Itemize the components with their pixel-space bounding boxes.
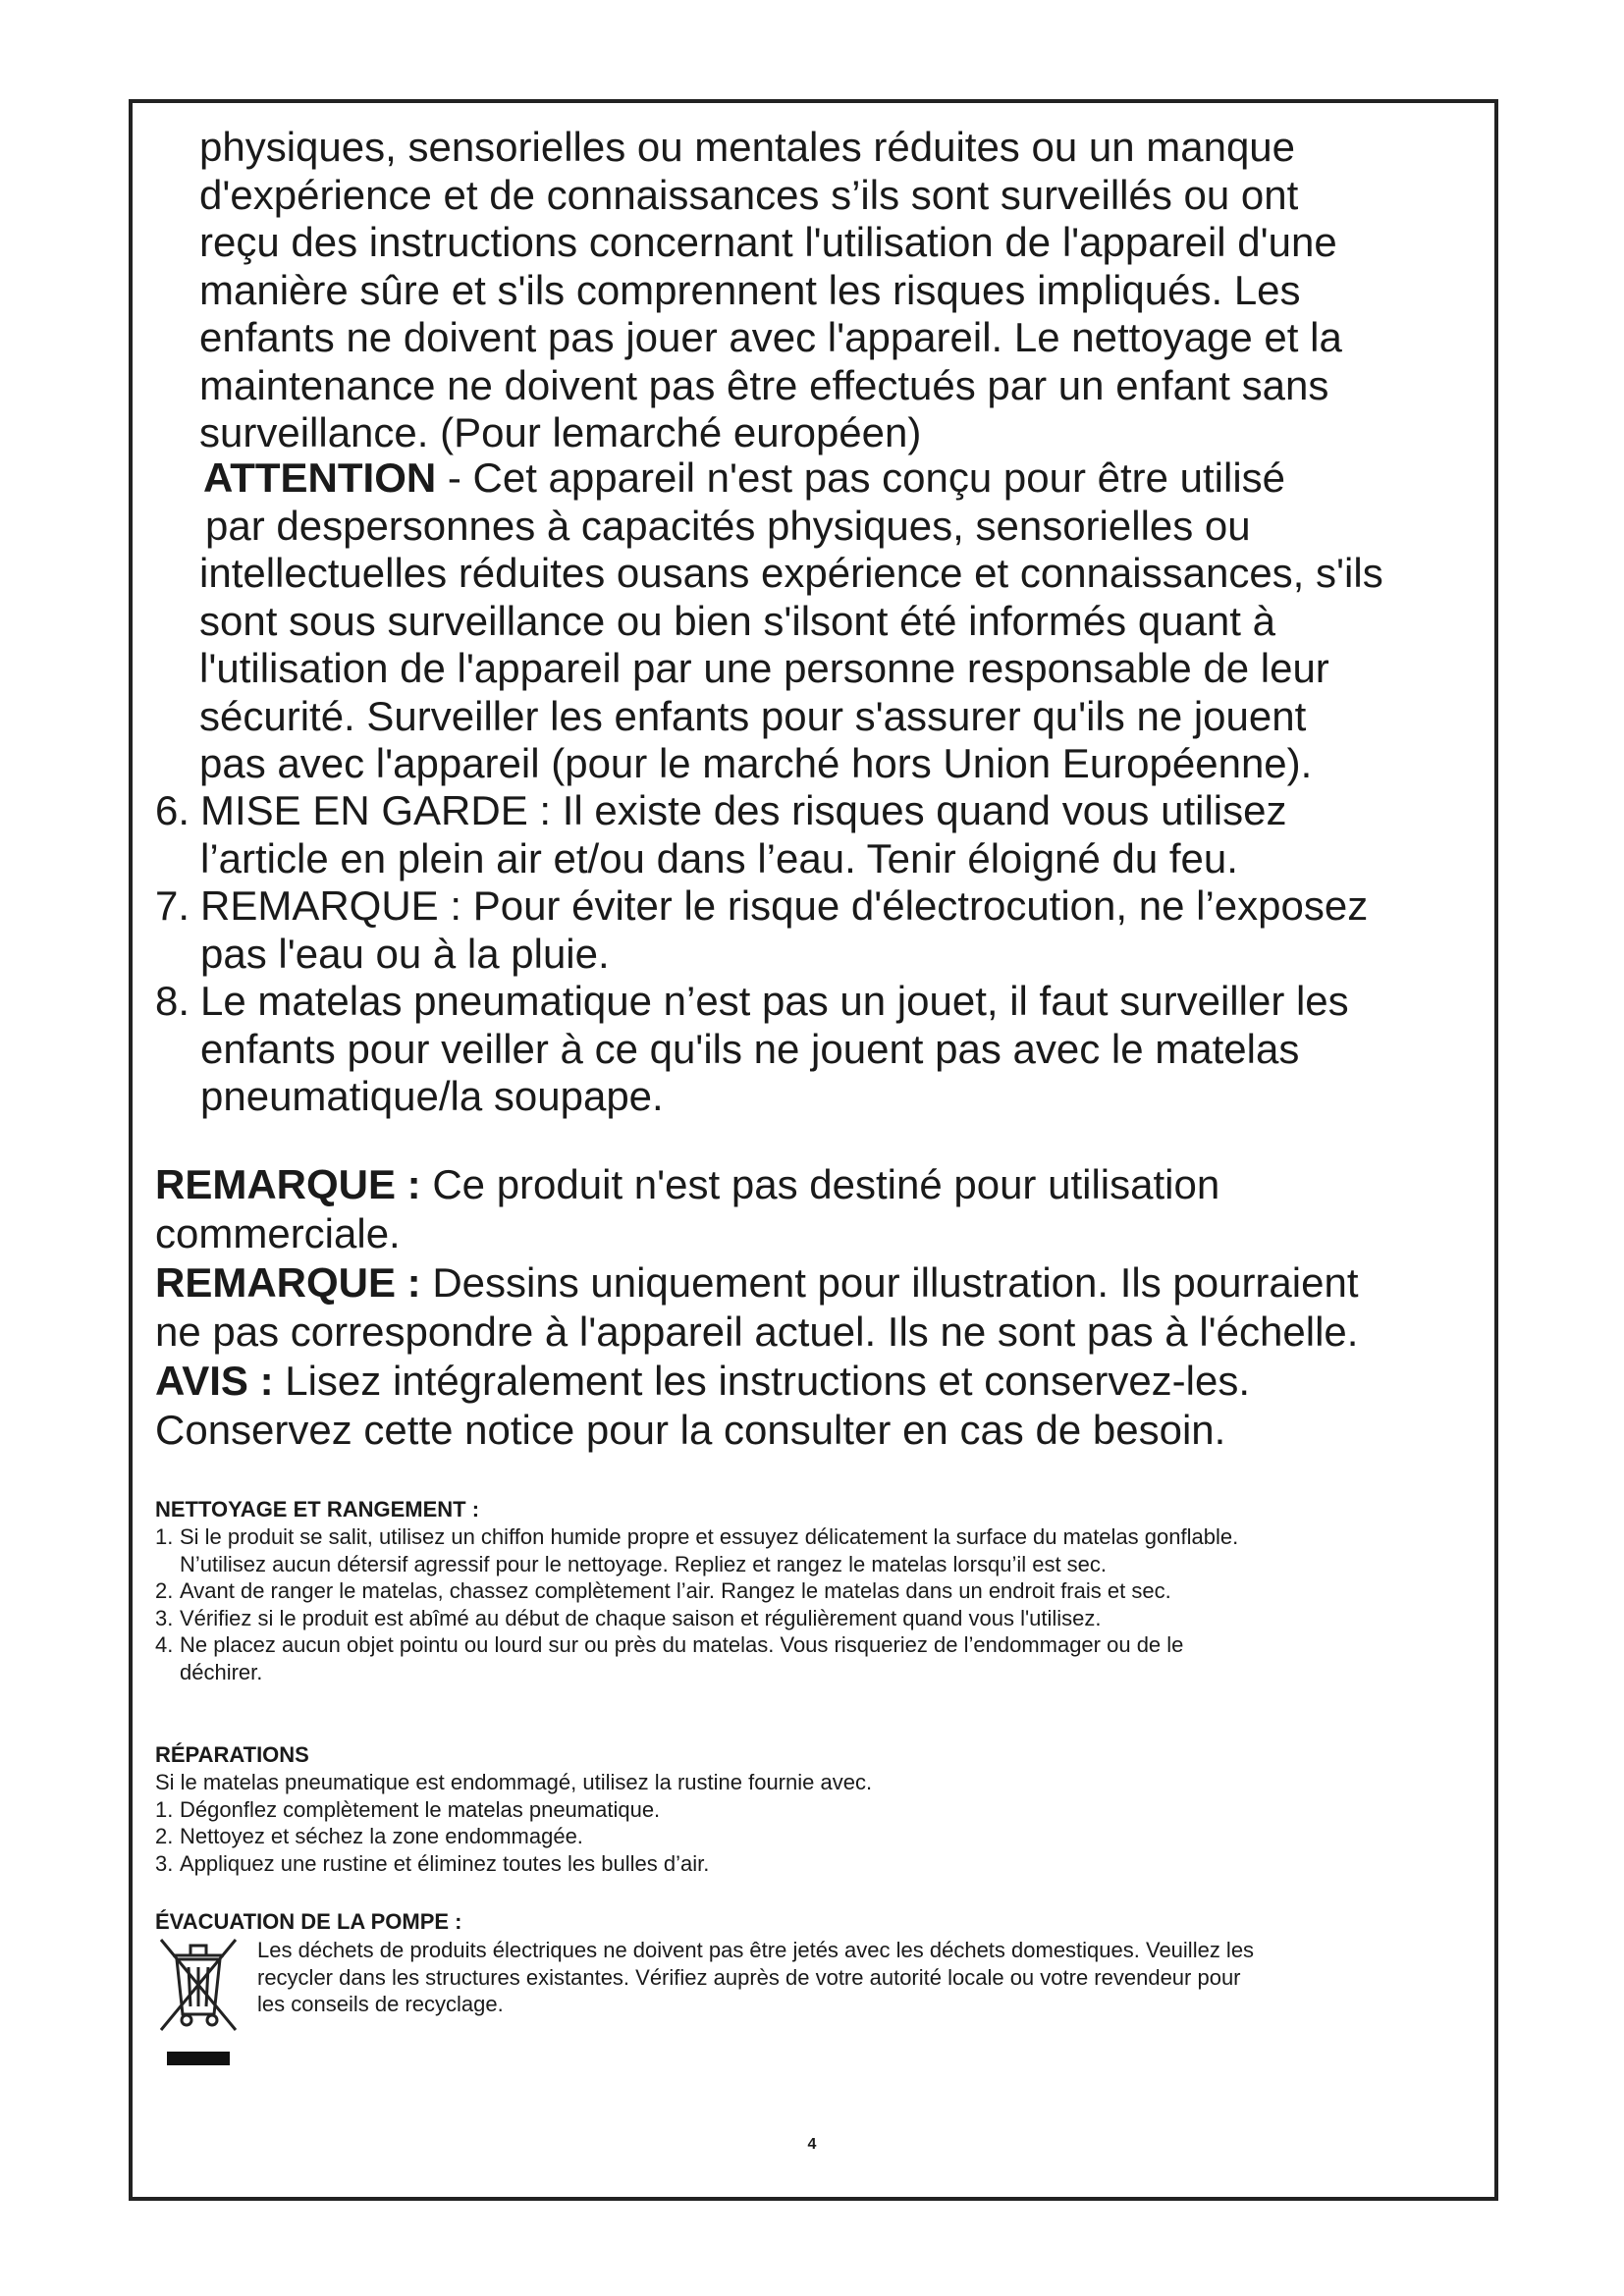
list-item: [155, 1631, 1238, 1685]
text-line: enfants pour veiller à ce qu'ils ne jouent pas avec le matelas: [200, 1025, 1300, 1072]
note-text: ne pas correspondre à l'appareil actuel. Ils ne sont pas à l'échelle.: [155, 1308, 1359, 1355]
text-line: Appliquez une rustine et éliminez toutes les bulles d’air.: [180, 1850, 710, 1876]
note-text: Dessins uniquement pour illustration. Ils pourraient: [420, 1259, 1359, 1306]
weee-crossed-bin-icon: [155, 1934, 242, 2071]
text-line: recycler dans les structures existantes. Vérifiez auprès de votre autorité locale ou votre revendeur pour: [257, 1964, 1241, 1990]
text-line: intellectuelles réduites ousans expérience et connaissances, s'ils: [199, 550, 1383, 596]
note-line: [155, 1160, 1359, 1209]
attention-label: ATTENTION: [203, 454, 437, 501]
note-text: Conservez cette notice pour la consulter en cas de besoin.: [155, 1407, 1226, 1453]
item-number: 4.: [155, 1632, 174, 1657]
text-line: reçu des instructions concernant l'utilisation de l'appareil d'une: [199, 219, 1337, 265]
attention-paragraph: [199, 454, 1383, 788]
text-line: les conseils de recyclage.: [257, 1992, 504, 2016]
text-line: N’utilisez aucun détersif agressif pour le nettoyage. Repliez et rangez le matelas lorsqu’il est sec.: [180, 1551, 1108, 1576]
text-line: pas avec l'appareil (pour le marché hors Union Européenne).: [199, 740, 1313, 786]
text-line: l’article en plein air et/ou dans l’eau. Tenir éloigné du feu.: [200, 834, 1238, 881]
repairs-section: [155, 1741, 872, 1877]
item-number: 7.: [155, 882, 190, 929]
text-line: Les déchets de produits électriques ne doivent pas être jetés avec les déchets domestiques. Veuillez les: [257, 1938, 1255, 1962]
note-text: commerciale.: [155, 1210, 401, 1256]
note-line: [155, 1357, 1359, 1406]
notes-block: [155, 1160, 1359, 1455]
text-line: pas l'eau ou à la pluie.: [200, 930, 610, 977]
text-line: surveillance. (Pour lemarché européen): [199, 409, 922, 455]
text-line: d'expérience et de connaissances s’ils sont surveillés ou ont: [199, 171, 1299, 218]
item-number: 1.: [155, 1796, 174, 1822]
section-heading: ÉVACUATION DE LA POMPE :: [155, 1909, 462, 1934]
text-line: Avant de ranger le matelas, chassez complètement l’air. Rangez le matelas dans un endroit frais et sec.: [180, 1578, 1171, 1603]
text-line: sont sous surveillance ou bien s'ilsont été informés quant à: [199, 597, 1275, 644]
disposal-text: [257, 1937, 1254, 2018]
text-line: Si le produit se salit, utilisez un chiffon humide propre et essuyez délicatement la surface du matelas gonflable.: [180, 1524, 1239, 1549]
item-number: 3.: [155, 1850, 174, 1876]
text-line: pneumatique/la soupape.: [200, 1073, 664, 1119]
note-line: [155, 1258, 1359, 1308]
text-line: Ne placez aucun objet pointu ou lourd sur ou près du matelas. Vous risqueriez de l’endommager ou de le: [180, 1632, 1184, 1657]
note-label: REMARQUE :: [155, 1161, 421, 1207]
note-label: AVIS :: [155, 1358, 274, 1404]
text-line: maintenance ne doivent pas être effectués par un enfant sans: [199, 361, 1329, 408]
list-item: [155, 1850, 872, 1878]
page-number: 4: [807, 2136, 817, 2153]
safety-intro-paragraph: [199, 124, 1342, 457]
text-line: Le matelas pneumatique n’est pas un jouet, il faut surveiller les: [200, 978, 1349, 1024]
section-heading: NETTOYAGE ET RANGEMENT :: [155, 1497, 480, 1522]
item-number: 6.: [155, 787, 190, 833]
cleaning-section: [155, 1496, 1238, 1685]
attention-first-line: [199, 454, 1383, 503]
item-number: 1.: [155, 1524, 174, 1549]
note-label: REMARQUE :: [155, 1259, 421, 1306]
list-item: [155, 1605, 1238, 1632]
text-line: MISE EN GARDE : Il existe des risques quand vous utilisez: [200, 787, 1287, 833]
note-text: Ce produit n'est pas destiné pour utilisation: [420, 1161, 1220, 1207]
text-line: enfants ne doivent pas jouer avec l'appareil. Le nettoyage et la: [199, 314, 1342, 360]
item-number: 2.: [155, 1578, 174, 1603]
item-number: 8.: [155, 978, 190, 1024]
item-number: 2.: [155, 1824, 174, 1848]
text-line: Nettoyez et séchez la zone endommagée.: [180, 1824, 583, 1848]
note-text: Lisez intégralement les instructions et conservez-les.: [273, 1358, 1251, 1404]
list-item: [155, 1823, 872, 1850]
section-heading: RÉPARATIONS: [155, 1742, 309, 1767]
text-line: déchirer.: [180, 1659, 263, 1684]
disposal-section: [155, 1908, 462, 1936]
item-number: 3.: [155, 1605, 174, 1630]
text-line: physiques, sensorielles ou mentales réduites ou un manque: [199, 124, 1296, 170]
text-line: Vérifiez si le produit est abîmé au début de chaque saison et régulièrement quand vous l'utilisez.: [180, 1605, 1102, 1630]
text-line: REMARQUE : Pour éviter le risque d'électrocution, ne l’exposez: [200, 882, 1369, 929]
text-line: sécurité. Surveiller les enfants pour s'assurer qu'ils ne jouent: [199, 692, 1307, 739]
repairs-intro: Si le matelas pneumatique est endommagé, utilisez la rustine fournie avec.: [155, 1770, 873, 1794]
text-line: manière sûre et s'ils comprennent les risques impliqués. Les: [199, 266, 1301, 313]
text-line: - Cet appareil n'est pas conçu pour être utilisé: [436, 454, 1286, 501]
list-item: [155, 1796, 872, 1824]
text-line: l'utilisation de l'appareil par une personne responsable de leur: [199, 645, 1329, 691]
list-item: [155, 1523, 1238, 1577]
text-line: par despersonnes à capacités physiques, sensorielles ou: [205, 502, 1251, 549]
text-line: Dégonflez complètement le matelas pneumatique.: [180, 1796, 661, 1822]
list-item: [155, 1577, 1238, 1605]
